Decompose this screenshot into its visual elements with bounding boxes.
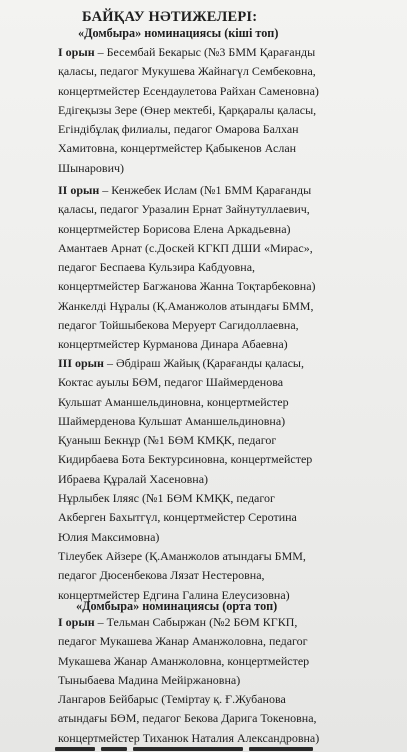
cutoff-text-fragment [55, 738, 355, 752]
paragraph-line: Кульшат Аманшельдиновна, концертмейстер [58, 394, 289, 409]
paragraph-line: Нұрлыбек Іляяс (№1 БӨМ КМҚК, педагог [58, 491, 275, 506]
place-label: I орын [58, 615, 95, 629]
paragraph-line: педагог Мукашева Жанар Аманжоловна, педагог [58, 634, 308, 649]
paragraph-line: Жанкелді Нұралы (Қ.Аманжолов атындағы БММ, [58, 298, 314, 313]
junior-third-place-block [58, 354, 403, 605]
junior-first-place-block [58, 43, 403, 178]
place-label: III орын [58, 356, 104, 370]
paragraph-line: Тілеубек Айзере (Қ.Аманжолов атындағы БММ, [58, 548, 306, 563]
paragraph-line [58, 354, 403, 373]
place-label: II орын [58, 183, 100, 197]
paragraph-line: Едігеқызы Зере (Өнер мектебі, Қарқаралы қаласы, [58, 102, 317, 117]
paragraph-line: концертмейстер Борисова Елена Аркадьевна) [58, 221, 291, 236]
paragraph-line: Егіндібұлақ филиалы, педагог Омарова Балхан [58, 122, 299, 137]
paragraph-line: концертмейстер Тиханюк Наталия Александровна) [58, 730, 320, 745]
paragraph-line: Хамитовна, концертмейстер Қабыкенов Аслан [58, 141, 297, 156]
paragraph-line: педагог Дюсенбекова Лязат Нестеровна, [58, 568, 265, 583]
text-run: – Тельман Сабыржан (№2 БӨМ КГКП, [94, 615, 298, 629]
paragraph-line: концертмейстер Багжанова Жанна Тоқтарбековна) [58, 279, 316, 294]
nomination-middle-heading: «Домбыра» номинациясы (орта топ) [76, 599, 278, 613]
paragraph-line: Шаймерденова Кульшат Аманшельдиновна) [58, 413, 286, 428]
paragraph-line: Тыныбаева Мадина Мейіржановна) [58, 672, 241, 687]
middle-first-place-block [58, 613, 403, 748]
paragraph-line: педагог Беспаева Кульзира Кабдуовна, [58, 260, 256, 275]
paragraph-line: атындағы БӨМ, педагог Бекова Дарига Токеновна, [58, 711, 317, 726]
paragraph-line: Ибраева Құралай Хасеновна) [58, 471, 209, 486]
junior-second-place-block [58, 181, 403, 355]
paragraph-line: Коктас ауылы БӨМ, педагог Шаймерденова [58, 375, 284, 390]
text-run: – Бесембай Бекарыс (№3 БММ Қарағанды [94, 45, 316, 59]
paragraph-line: Шынарович) [58, 160, 125, 175]
text-run: – Кенжебек Ислам (№1 БММ Қарағанды [99, 183, 312, 197]
paragraph-line: Қуаныш Бекнұр (№1 БӨМ КМҚК, педагог [58, 433, 277, 448]
paragraph-line: концертмейстер Едгина Галина Елеусизовна) [58, 587, 290, 602]
paragraph-line: педагог Тойшыбекова Меруерт Сагидоллаевна, [58, 318, 299, 333]
paragraph-line: Лангаров Бейбарыс (Теміртау қ. Ғ.Жубанова [58, 692, 286, 707]
paragraph-line: Юлия Максимовна) [58, 529, 160, 544]
paragraph-line: концертмейстер Есендаулетова Райхан Саменовна) [58, 83, 319, 98]
text-run: – Әбдіраш Жайық (Қарағанды қаласы, [103, 356, 304, 370]
paragraph-line: Амантаев Арнат (с.Доскей КГКП ДШИ «Мирас», [58, 240, 313, 255]
nomination-junior-heading: «Домбыра» номинациясы (кіші топ) [78, 26, 279, 40]
results-title: БАЙҚАУ НӘТИЖЕЛЕРІ: [82, 9, 258, 25]
paragraph-line: қаласы, педагог Уразалин Ернат Зайнутуллаевич, [58, 202, 310, 217]
paragraph-line: Акберген Бахытгүл, концертмейстер Серотина [58, 510, 297, 525]
paragraph-line [58, 613, 403, 632]
place-label: I орын [58, 45, 95, 59]
paragraph-line: қаласы, педагог Мукушева Жайнагүл Сембековна, [58, 64, 316, 79]
paragraph-line [58, 181, 403, 200]
paragraph-line [58, 43, 403, 62]
paragraph-line: Мукашева Жанар Аманжоловна, концертмейстер [58, 653, 310, 668]
paragraph-line: концертмейстер Курманова Динара Абаевна) [58, 337, 288, 352]
paragraph-line: Кидирбаева Бота Бектурсиновна, концертмейстер [58, 452, 313, 467]
